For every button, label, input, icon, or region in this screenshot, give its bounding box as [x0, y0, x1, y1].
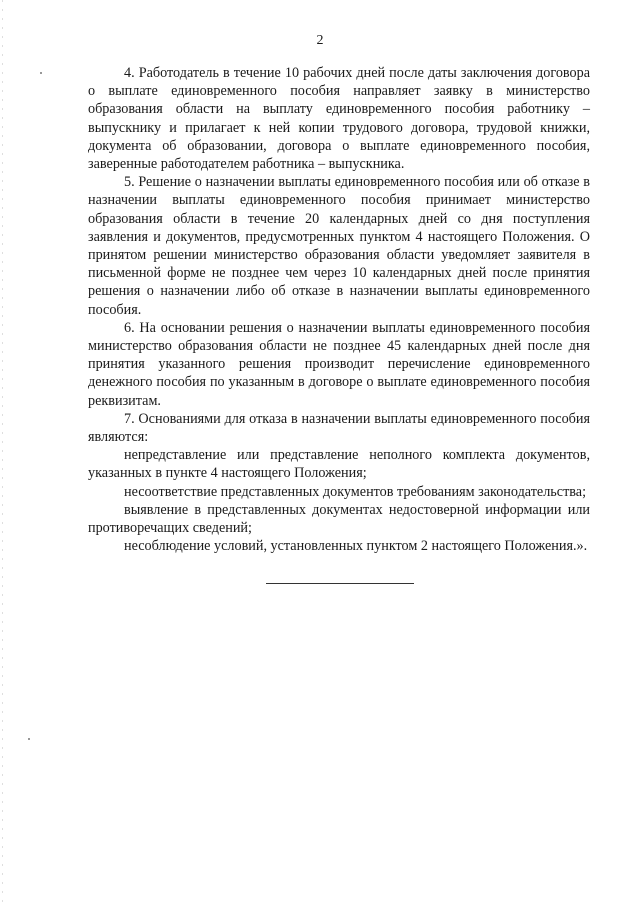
scan-speck — [40, 72, 42, 74]
refusal-ground-4: несоблюдение условий, установленных пунктом 2 настоящего Положения.». — [124, 538, 588, 555]
refusal-ground-1: непредставление или представление неполного комплекта документов, указанных в пункте 4 настоящего Положения; — [88, 447, 590, 482]
closing-rule — [266, 583, 414, 584]
paragraph-5: 5. Решение о назначении выплаты единовременного пособия или об отказе в назначении выплаты единовременного пособия принимает министерство образования области в течение 20 календарных дней со дня поступления заявления и документов, предусмотренных пунктом 4 настоящего Положения. О принятом решении министерство образования области уведомляет заявителя в письменной форме не позднее чем через 10 календарных дней после принятия решения о назначении либо об отказе в назначении выплаты единовременного пособия. — [88, 174, 590, 318]
scan-edge-artifact — [2, 0, 3, 905]
document-body — [88, 64, 590, 555]
paragraph-4: 4. Работодатель в течение 10 рабочих дней после даты заключения договора о выплате единовременного пособия направляет заявку в министерство образования области на выплату единовременного пособия работнику – выпускнику и прилагает к ней копии трудового договора, трудовой книжки, документа об образовании, договора о выплате единовременного пособия, заверенные работодателем работника – выпускника. — [88, 65, 590, 173]
paragraph-6: 6. На основании решения о назначении выплаты единовременного пособия министерство образования области не позднее 45 календарных дней после дня принятия указанного решения производит перечисление единовременного денежного пособия по указанным в договоре о выплате единовременного пособия реквизитам. — [88, 319, 590, 409]
page-number: 2 — [316, 33, 324, 48]
paragraph-7: 7. Основаниями для отказа в назначении выплаты единовременного пособия являются: — [88, 410, 590, 446]
scan-speck — [28, 738, 30, 740]
refusal-ground-3: выявление в представленных документах недостоверной информации или противоречащих сведений; — [88, 501, 590, 537]
refusal-ground-2: несоответствие представленных документов требованиям законодательства; — [124, 483, 587, 500]
